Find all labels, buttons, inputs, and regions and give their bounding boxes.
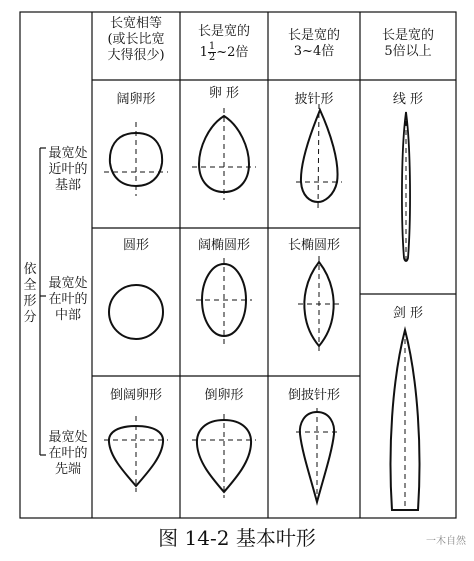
side-outer-char: 依 xyxy=(23,262,37,277)
label-oblong: 长椭圆形 xyxy=(287,238,340,253)
header-col2-integer: 1 xyxy=(199,45,208,60)
side-row2-label xyxy=(44,276,92,324)
label-ovate: 卵 形 xyxy=(208,86,240,101)
side-row2-line1: 最宽处 xyxy=(48,276,88,291)
oblong-leaf xyxy=(298,256,340,352)
obovate-leaf xyxy=(192,414,256,498)
label-lanceolate: 披针形 xyxy=(294,92,334,107)
watermark: 一木自然 xyxy=(426,536,466,547)
header-col3-line2: 3~4倍 xyxy=(293,44,335,59)
label-broad-ovate: 阔卵形 xyxy=(116,92,156,107)
fraction-denominator: 2 xyxy=(208,52,216,63)
side-outer-char: 形 xyxy=(23,294,37,309)
header-col4-line2: 5倍以上 xyxy=(384,44,432,59)
header-col1-line1: 长宽相等 xyxy=(109,16,162,31)
broad-elliptic-leaf xyxy=(196,258,252,344)
header-col3 xyxy=(268,28,360,60)
side-row3-line2: 在叶的 xyxy=(48,446,88,461)
label-oblanceolate: 倒披针形 xyxy=(287,388,340,403)
header-col4 xyxy=(360,28,456,60)
lanceolate-leaf xyxy=(296,104,342,210)
side-row2-line2: 在叶的 xyxy=(48,292,88,307)
header-col2-suffix: ~2倍 xyxy=(216,45,249,60)
header-col1-line2: (或长比宽 xyxy=(107,32,165,47)
linear-leaf xyxy=(402,112,410,262)
orbicular-leaf xyxy=(109,285,163,339)
side-row1-label xyxy=(44,146,92,194)
label-linear: 线 形 xyxy=(392,92,424,107)
side-row2-line3: 中部 xyxy=(54,308,81,323)
side-outer-char: 分 xyxy=(23,310,37,325)
fraction-numerator: 1 xyxy=(208,41,216,52)
side-row3-label xyxy=(44,430,92,478)
figure-caption: 图 14-2 基本叶形 xyxy=(158,526,316,550)
side-outer-char: 全 xyxy=(23,278,37,293)
header-col2-line1: 长是宽的 xyxy=(197,24,250,39)
broad-ovate-leaf xyxy=(104,122,168,196)
header-col1 xyxy=(92,16,180,64)
side-row1-line2: 近叶的 xyxy=(48,162,88,177)
header-col2-line2 xyxy=(180,42,268,63)
side-row3-line3: 先端 xyxy=(54,462,81,477)
label-orbicular: 圆形 xyxy=(122,238,149,253)
label-broad-elliptic: 阔椭圆形 xyxy=(197,238,250,253)
side-row1-line1: 最宽处 xyxy=(48,146,88,161)
header-col4-line1: 长是宽的 xyxy=(381,28,434,43)
broad-obovate-leaf xyxy=(104,416,168,492)
header-col2 xyxy=(180,24,268,63)
label-broad-obovate: 倒阔卵形 xyxy=(109,388,162,403)
header-col1-line3: 大得很少) xyxy=(107,48,165,63)
side-outer-label xyxy=(20,262,40,326)
header-col3-line1: 长是宽的 xyxy=(287,28,340,43)
header-col2-fraction xyxy=(208,42,216,63)
side-row1-line3: 基部 xyxy=(54,178,81,193)
ovate-leaf xyxy=(192,108,256,200)
ensiform-leaf xyxy=(391,330,420,510)
oblanceolate-leaf xyxy=(296,408,338,502)
label-ensiform: 剑 形 xyxy=(392,306,424,321)
label-obovate: 倒卵形 xyxy=(204,388,244,403)
side-row3-line1: 最宽处 xyxy=(48,430,88,445)
